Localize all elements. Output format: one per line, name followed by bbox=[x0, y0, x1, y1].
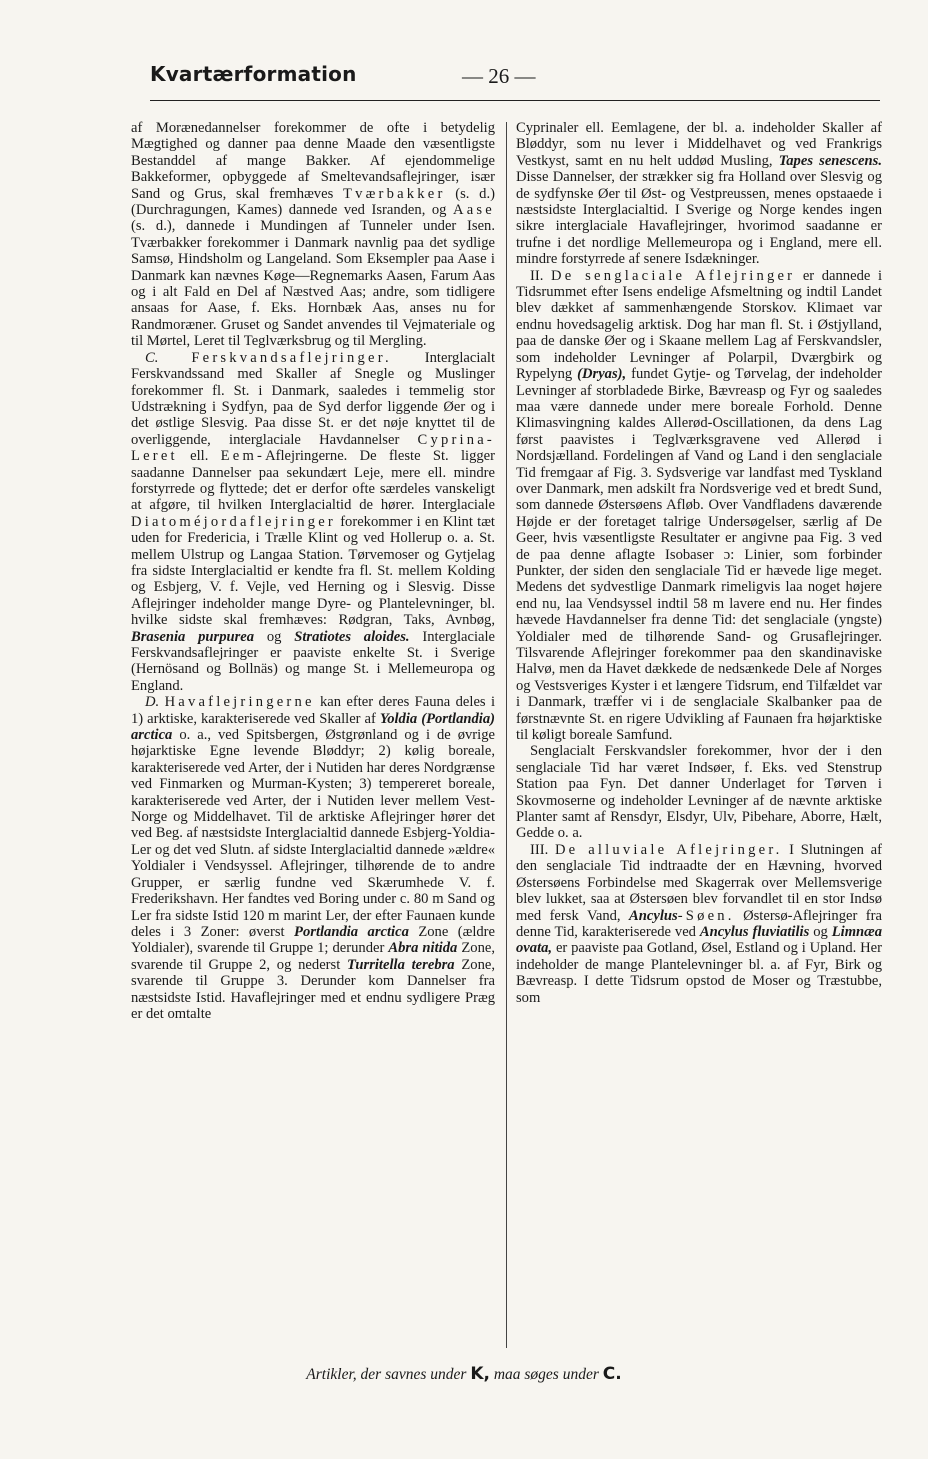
paragraph-alluvial: III. De alluviale Aflejringer. I Slutningen af den senglaciale Tid indtraadte der en Hævning, hvorved Østersøens Forbindelse med Skagerrak over Mellemsverige blev lukket, saa at Østersøen blev forvandlet til en stor Indsø med fersk Vand, Ancylus-Søen. Østersø-Aflejringer fra denne Tid, karakteriserede ved Ancylus fluviatilis og Limnæa ovata, er paaviste paa Gotland, Øsel, Estland og i Upland. Her indeholder de mange Plantelevninger bl. a. af Fyr, Birk og Bævreasp. I dette Tidsrum opstod de Moser og Træstubbe, som bbox=[516, 841, 882, 1006]
running-title: Kvartærformation bbox=[150, 62, 357, 86]
paragraph-cyprina: Cyprinaler ell. Eemlagene, der bl. a. indeholder Skaller af Bløddyr, som nu lever i Middelhavet og ved Frankrigs Vestkyst, samt en nu helt uddød Musling, Tapes senescens. Disse Dannelser, der strækker sig fra Holland over Slesvig og de sydfynske Øer til Øst- og Vestpreussen, menes opstaaede i næstsidste Interglacialtid. I Sverige og Norge kendes ingen sikre interglaciale Havaflejringer, hvorimod saadanne er trufne i det nordlige Mellemeuropa og i England, mere ell. mindre forstyrrede af senere Isdækninger. bbox=[516, 120, 882, 268]
page-header bbox=[128, 62, 880, 98]
column-divider bbox=[506, 122, 507, 1348]
header-rule bbox=[150, 100, 880, 101]
paragraph-freshwater: C. Ferskvandsaflejringer. Interglacialt Ferskvandssand med Skaller af Snegle og Muslinger forekommer fl. St. i Danmark, saaledes i temmelig stor Udstrækning i Sydfyn, paa de Syd derfor liggende Øer og i det østlige Slesvig. Paa disse St. er det nøje knyttet til de overliggende, interglaciale Havdannelser Cyprina-Leret ell. Eem-Aflejringerne. De fleste St. ligger saadanne Dannelser paa sekundært Leje, mere ell. mindre forstyrrede og flyttede; det er derfor ofte særdeles vanskeligt at afgøre, til hvilken Interglacialtid de hører. Interglaciale Diatoméjordaflejringer forekommer i en Klint tæt uden for Fredericia, i Trælle Klint og ved Hollerup o. a. St. mellem Ulstrup og Langaa Station. Tørvemoser og Gytjelag fra sidste Interglacialtid er kendte fra fl. St. mellem Kolding og Esbjerg, V. f. Vejle, ved Herning og i Slesvig. Disse Aflejringer indeholder mange Dyre- og Plantelevninger, bl. hvilke sidste skal fremhæves: Rødgran, Taks, Avnbøg, Brasenia purpurea og Stratiotes aloides. Interglaciale Ferskvandsaflejringer er paaviste enkelte St. i Sverige (Hernösand og Bollnäs) og mange St. i Mellemeuropa og England. bbox=[131, 349, 496, 694]
page-footer-note: Artikler, der savnes under K, maa søges under C. bbox=[306, 1364, 622, 1384]
page-number: — 26 — bbox=[462, 64, 536, 88]
paragraph-late-glacial: II. De senglaciale Aflejringer er dannede i Tidsrummet efter Isens endelige Afsmeltning og indtil Landet blev dækket af sammenhængende Storskov. Klimaet var endnu hovedsagelig arktisk. Dog har man fl. St. i Østjylland, paa de danske Øer og i Skaane mellem Lag af Ferskvandsler, som indeholder Levninger af Polarpil, Dværgbirk og Rypelyng (Dryas), fundet Gytje- og Tørvelag, der indeholder Levninger af storbladede Birke, Bævreasp og Fyr og saaledes maa være dannede under mere boreale Forhold. Denne Klimasvingning kaldes Allerød-Oscillationen, da dens Lag først paavistes i Teglværksgravene ved Allerød i Nordsjælland. Fordelingen af Vand og Land i den senglaciale Tid fremgaar af Fig. 3. Sydsverige var landfast med Tyskland over Danmark, men adskilt fra Nordsverige ved et bredt Sund, som dannede Østersøens Afløb. Over Vandfladens daværende Højde er der foretaget talrige Undersøgelser, særlig af De Geer, hvis væsentligste Resultater er angivne paa Fig. 3 ved de paa denne aflagte Isobaser ɔ: Linier, som forbinder Punkter, der siden den senglaciale Tid er hævede lige meget. Medens det sydvestlige Danmark rimeligvis laa noget højere end nu, laa Vendsyssel indtil 58 m lavere end nu. Her findes hævede Havdannelser fra denne Tid: det senglaciale (yngste) Yoldialer med de tilhørende Sand- og Grusaflejringer. Tilsvarende Aflejringer forekommer paa den skandinaviske Halvø, men da Havet dækkede de nedsænkede Dele af Norges og Vestsveriges Kyster i et længere Tidsrum, end Tilfældet var i Danmark, træffer vi i de senglaciale Skalbanker paa de førstnævnte St. en rigere Udvikling af Faunaen fra højarktiske til køligt boreale Samfund. bbox=[516, 267, 882, 744]
paragraph-marine: D. Havaflejringerne kan efter deres Fauna deles i 1) arktiske, karakteriserede ved Skaller af Yoldia (Portlandia) arctica o. a., ved Spitsbergen, Østgrønland og i de øvrige højarktiske Egne levende Bløddyr; 2) kølig boreale, karakteriserede ved Arter, der i Nutiden har deres Nordgrænse ved Finmarken og Murman-Kysten; 3) tempereret boreale, karakteriserede ved Arter, der i Nutiden lever mellem Vest-Norge og Middelhavet. Til de arktiske Aflejringer hører det ved Beg. af næstsidste Interglacialtid dannede Esbjerg-Yoldia-Ler og det ved Slutn. af sidste Interglacialtid dannede »ældre« Yoldialer i Vendsyssel. Aflejringer, tilhørende de to andre Grupper, er særlig fundne ved Skærumhede V. f. Frederikshavn. Her fandtes ved Boring under c. 80 m Sand og Ler fra sidste Istid 120 m marint Ler, der efter Faunaen kunde deles i 3 Zoner: øverst Portlandia arctica Zone (ældre Yoldialer), svarende til Gruppe 1; derunder Abra nitida Zone, svarende til Gruppe 2, og nederst Turritella terebra Zone, svarende til Gruppe 3. Derunder kom Dannelser fra næstsidste Istid. Havaflejringer med et endnu sydligere Præg er det omtalte bbox=[131, 694, 496, 1022]
paragraph-late-glacial-freshwater: Senglacialt Ferskvandsler forekommer, hvor der i den senglaciale Tid har været Indsøer, f. Eks. ved Stenstrup Station paa Fyn. Det danner Underlaget for Tørven i Skovmoserne og indeholder Levninger af de nævnte arktiske Planter samt af Rensdyr, Elsdyr, Ulv, Pibehare, Aborre, Hælt, Gedde o. a. bbox=[516, 743, 882, 842]
right-column bbox=[516, 120, 882, 1006]
left-column bbox=[131, 120, 495, 1022]
paragraph-moraine: af Morænedannelser forekommer de ofte i betydelig Mægtighed og danner paa denne Maade den væsentligste Bestanddel af mange Bakker. Af ejendommelige Bakkeformer, opbyggede af Smeltevandsaflejringer, især Sand og Grus, skal fremhæves Tværbakker (s. d.) (Durchragungen, Kames) dannede ved Isranden, og Aase (s. d.), dannede i Mundingen af Tunneler under Isen. Tværbakker forekommer i Danmark navnlig paa det sydlige Samsø, Hindsholm og Langeland. Som Eksempler paa Aase i Danmark kan nævnes Køge—Regnemarks Aasen, Farum Aas og i alt Fald en Del af Næstved Aas; andre, som tidligere ansaas for Aase, f. Eks. Hornbæk Aas, anses nu for Randmoræner. Gruset og Sandet anvendes til Vejmateriale og til Mørtel, Leret til Teglværksbrug og til Mergling. bbox=[131, 120, 495, 350]
